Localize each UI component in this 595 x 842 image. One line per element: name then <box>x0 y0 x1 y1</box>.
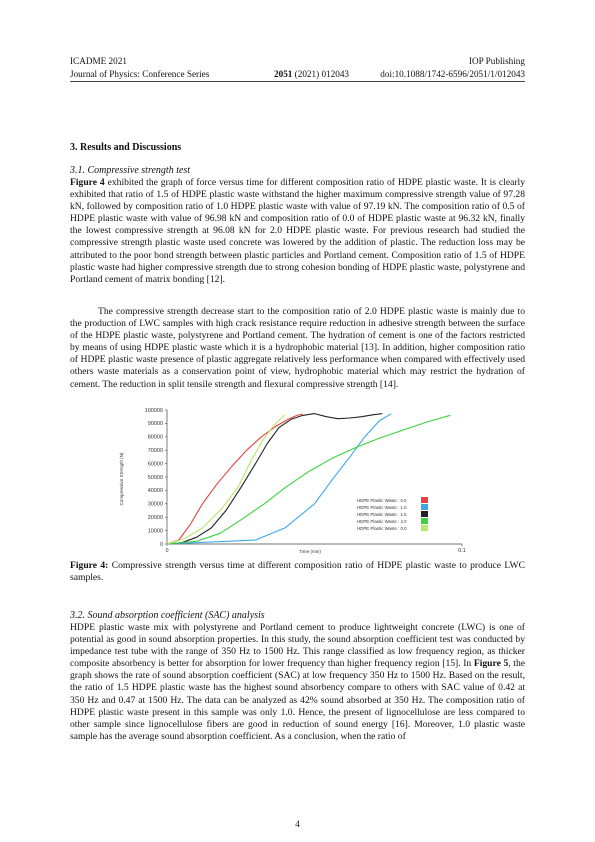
paragraph-compressive-1 <box>70 177 525 286</box>
y-tick-label: 0 <box>159 541 163 548</box>
legend-label-1: HDPE Plastic Waste : 1.0 <box>357 505 407 510</box>
series-line-4 <box>167 415 285 544</box>
y-tick-label: 10000 <box>147 528 163 535</box>
y-tick-label: 70000 <box>147 448 163 454</box>
y-tick-label: 60000 <box>147 461 163 468</box>
legend-swatch-1 <box>421 504 428 510</box>
chart-legend <box>357 497 428 531</box>
paragraph-sound <box>70 622 525 743</box>
compressive-strength-chart <box>112 404 474 556</box>
figure-4-caption <box>70 560 525 584</box>
paragraph-sound-text-b: , the graph shows the rate of sound absorption coefficient (SAC) at low frequency 350 Hz to 1500 Hz. Based on the result, the ratio of 1.5 HDPE plastic waste has the highest sound absorbency compare to others with SAC value of 0.42 at 350 Hz and 0.47 at 1500 Hz. The data can be analyzed as 42% sound absorbed at 350 Hz. The composition ratio of HDPE plastic waste present in this sample was only 1.0. Hence, the present of lignocellulose are less compared to other sample since lignocellulose fibers are good in reduction of sound energy [16]. Moreover, 1.0 plastic waste sample has the average sound absorption coefficient. As a conclusion, when the ratio of <box>70 658 525 742</box>
legend-swatch-0 <box>421 497 428 503</box>
x-tick-label: 0 <box>165 548 169 554</box>
series-line-1 <box>167 414 391 544</box>
publisher-name: IOP Publishing <box>468 56 525 66</box>
y-tick-label: 100000 <box>144 407 163 414</box>
x-axis-label: Time (min) <box>299 549 321 554</box>
legend-label-3: HDPE Plastic Waste : 2.0 <box>357 519 407 524</box>
y-tick-label: 30000 <box>147 501 163 508</box>
figure-4-reference[interactable]: Figure 4 <box>70 177 105 188</box>
figure-4-caption-label: Figure 4: <box>70 560 109 571</box>
header-rule <box>70 81 525 82</box>
y-tick-label: 80000 <box>147 434 163 441</box>
legend-swatch-3 <box>421 518 428 524</box>
paragraph-compressive-2: The compressive strength decrease start to the composition ratio of 2.0 HDPE plastic waste is mainly due to the production of LWC samples with high crack resistance require reduction in adhesive strength between the surface of the HDPE plastic waste, polystyrene and Portland cement. The hydration of cement is one of the factors restricted by means of using HDPE plastic waste which it is a hydrophobic material [13]. In addition, higher composition ratio of HDPE plastic waste presence of plastic aggregate relatively less performance when compared with effectively used others waste materials as a conservation point of view, hydrophobic material which may restrict the hydration of cement. The reduction in split tensile strength and flexural compressive strength [14]. <box>70 306 525 390</box>
series-line-0 <box>167 414 303 544</box>
subsection-title-compressive: 3.1. Compressive strength test <box>70 165 191 176</box>
y-tick-label: 20000 <box>147 515 163 521</box>
chart-series-lines <box>167 414 450 544</box>
paragraph-sound-text-a: HDPE plastic waste mix with polystyrene and Portland cement to produce lightweight concrete (LWC) is one of potential as good in sound absorption properties. In this study, the sound absorption coefficient test was conducted by impedance test tube with the range of 350 Hz to 1500 Hz. This range classified as low frequency region, as thicker composite absorbency is better for absorption for lower frequency than higher frequency region [15]. In <box>70 622 525 670</box>
year-article: (2021) 012043 <box>294 69 350 79</box>
volume-number: 2051 <box>274 69 293 79</box>
citation <box>274 69 349 80</box>
y-axis-label: Compressive Strength (N) <box>119 452 124 506</box>
y-tick-label: 50000 <box>147 474 163 481</box>
legend-swatch-4 <box>421 525 428 531</box>
doi-link[interactable]: doi:10.1088/1742-6596/2051/1/012043 <box>380 69 525 79</box>
journal-name: Journal of Physics: Conference Series <box>70 69 210 79</box>
legend-label-0: HDPE Plastic Waste : 0.5 <box>357 498 407 503</box>
page-number: 4 <box>295 819 300 829</box>
conference-name: ICADME 2021 <box>70 56 127 66</box>
series-line-3 <box>167 415 450 544</box>
x-tick-label: 0.1 <box>458 548 466 554</box>
y-tick-label: 90000 <box>147 421 163 428</box>
y-tick-labels <box>145 408 167 548</box>
figure-5-reference[interactable]: Figure 5 <box>473 658 509 670</box>
legend-swatch-2 <box>421 511 428 517</box>
chart-grid <box>167 410 462 544</box>
figure-4-caption-text: Compressive strength versus time at different composition ratio of HDPE plastic waste to produce LWC samples. <box>70 560 525 584</box>
paragraph-compressive-1-text: exhibited the graph of force versus time for different composition ratio of HDPE plastic waste. It is clearly exhibited that ratio of 1.5 of HDPE plastic waste withstand the higher maximum compressive strength value of 97.28 kN, followed by composition ratio of 1.0 HDPE plastic waste with value of 97.19 kN. The composition ratio of 0.5 of HDPE plastic waste with value of 96.98 kN and composition ratio of 0.0 of HDPE plastic waste at 96.32 kN, finally the lowest compressive strength at 96.08 kN for 2.0 HDPE plastic waste. For previous research had studied the compressive strength plastic waste used concrete was lowered by the addition of plastic. The reduction loss may be attributed to the poor bond strength between plastic particles and Portland cement. Composition ratio of 1.5 of HDPE plastic waste had higher compressive strength due to strong cohesion bonding of HDPE plastic waste, polystyrene and Portland cement of matrix bonding [12]. <box>70 177 526 285</box>
series-line-2 <box>167 414 382 544</box>
section-title: 3. Results and Discussions <box>70 142 182 153</box>
legend-label-2: HDPE Plastic Waste : 1.5 <box>357 512 407 517</box>
legend-label-4: HDPE Plastic Waste : 0.0 <box>357 526 407 531</box>
y-tick-label: 40000 <box>147 488 163 495</box>
subsection-title-sound: 3.2. Sound absorption coefficient (SAC) analysis <box>70 610 265 621</box>
